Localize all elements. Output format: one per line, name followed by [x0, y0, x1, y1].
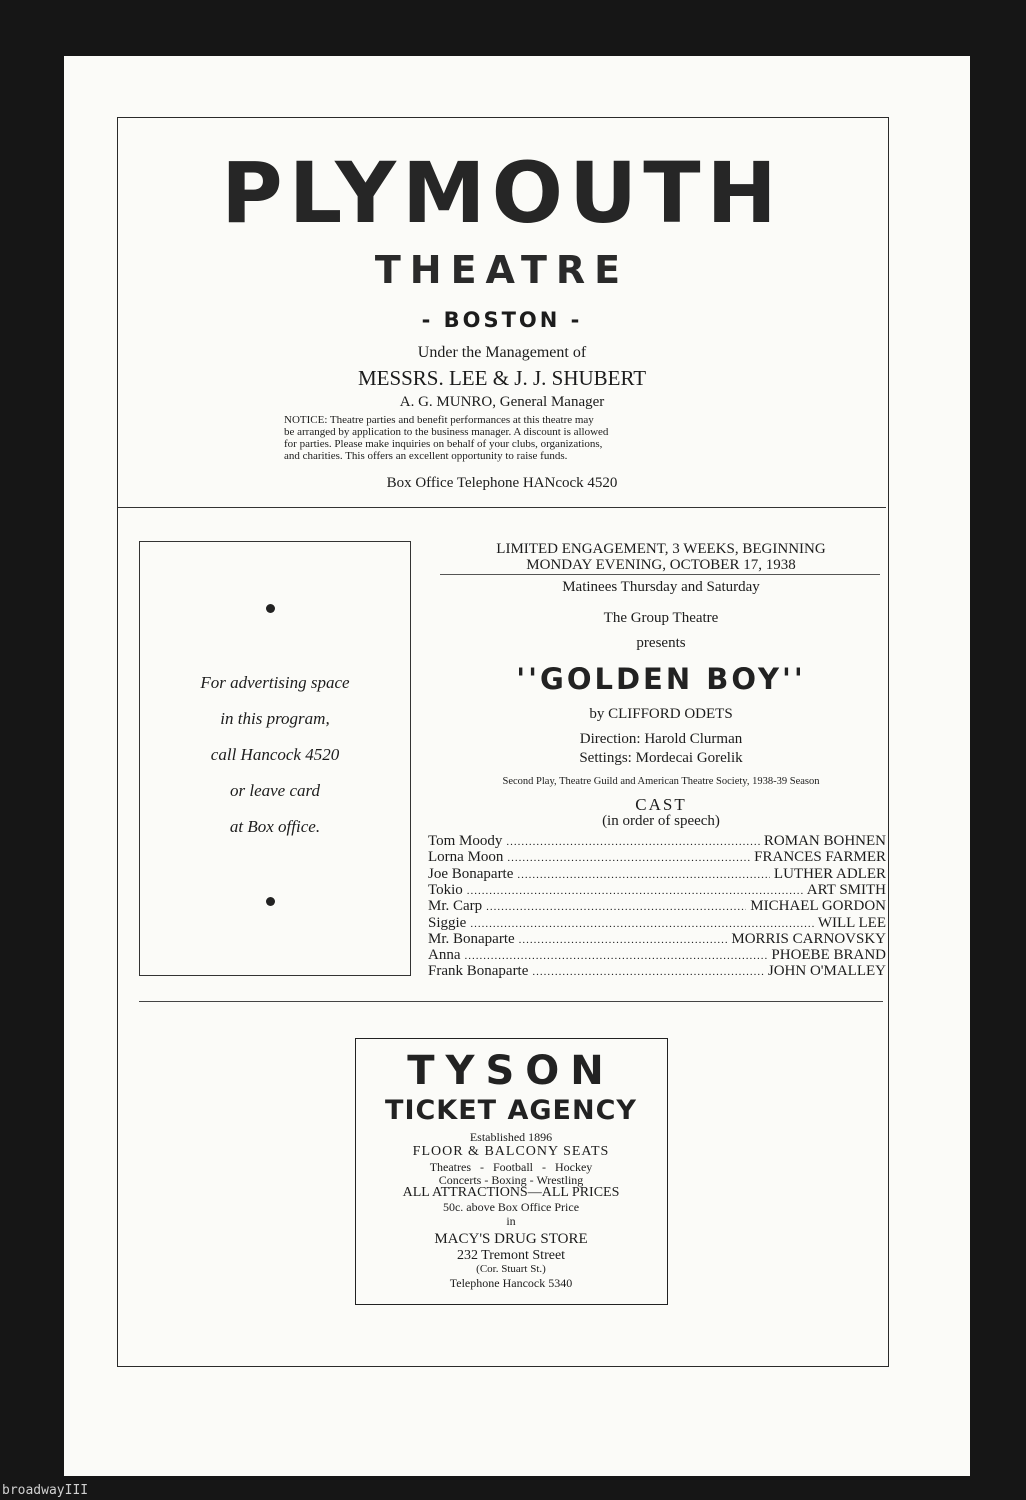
company-name: The Group Theatre [603, 610, 719, 626]
cast-role: Mr. Bonaparte [428, 930, 515, 947]
presents-label: presents [636, 635, 686, 651]
cast-row [428, 882, 886, 898]
ad-dot-bottom [266, 897, 275, 906]
dot-leader [517, 867, 770, 883]
cast-role: Joe Bonaparte [428, 865, 514, 882]
tyson-price: 50c. above Box Office Price [442, 1200, 580, 1214]
play-direction: Direction: Harold Clurman [579, 731, 743, 747]
tyson-subtitle: TICKET AGENCY [385, 1095, 637, 1126]
tyson-address: 232 Tremont Street [456, 1248, 566, 1263]
cast-role: Lorna Moon [428, 849, 504, 866]
season-note: Second Play, Theatre Guild and American Theatre Society, 1938-39 Season [502, 776, 820, 787]
watermark-text: broadwayIII [2, 1483, 89, 1498]
cast-actor: LUTHER ADLER [773, 865, 886, 882]
dot-leader [506, 834, 760, 850]
header-divider [118, 507, 886, 508]
tyson-established: Established 1896 [469, 1130, 553, 1144]
tyson-attractions: ALL ATTRACTIONS—ALL PRICES [402, 1185, 620, 1200]
dot-leader [465, 948, 768, 964]
cast-role: Tom Moody [428, 833, 503, 849]
advertising-text [140, 665, 410, 845]
cast-row [428, 947, 886, 963]
cast-actor: ART SMITH [806, 881, 886, 898]
ad-line: at Box office. [229, 817, 321, 836]
cast-row [428, 849, 886, 865]
ad-dot-top [266, 604, 275, 613]
ad-line: in this program, [220, 709, 330, 728]
dot-leader [507, 850, 750, 866]
theatre-subtitle: THEATRE [374, 248, 630, 292]
tyson-store: MACY'S DRUG STORE [434, 1231, 588, 1247]
ad-line: For advertising space [200, 673, 350, 692]
cast-subheading: (in order of speech) [602, 813, 720, 829]
dot-leader [486, 899, 746, 915]
cast-actor: FRANCES FARMER [754, 849, 886, 866]
cast-row [428, 866, 886, 882]
box-office-phone: Box Office Telephone HANcock 4520 [386, 475, 618, 491]
tyson-seats: FLOOR & BALCONY SEATS [412, 1144, 610, 1159]
cast-row [428, 915, 886, 931]
dot-leader [470, 916, 813, 932]
cast-actor: PHOEBE BRAND [771, 947, 886, 964]
play-settings: Settings: Mordecai Gorelik [579, 750, 743, 766]
play-author: by CLIFFORD ODETS [589, 706, 733, 722]
dot-leader [532, 964, 763, 980]
cast-role: Tokio [428, 881, 463, 898]
notice-line: NOTICE: Theatre parties and benefit performances at this theatre may [284, 414, 594, 426]
cast-actor: WILL LEE [817, 914, 886, 931]
cast-role: Anna [428, 947, 461, 964]
cast-heading: CAST [635, 795, 687, 814]
cast-role: Frank Bonaparte [428, 963, 529, 980]
cast-actor: MORRIS CARNOVSKY [731, 930, 886, 947]
matinees-label: Matinees Thursday and Saturday [562, 579, 760, 595]
theatre-title: PLYMOUTH [221, 144, 783, 242]
general-manager: A. G. MUNRO, General Manager [399, 394, 605, 410]
cast-row [428, 833, 886, 849]
cast-actor: JOHN O'MALLEY [767, 963, 886, 980]
engagement-line-2: MONDAY EVENING, OCTOBER 17, 1938 [526, 557, 796, 573]
ad-line: call Hancock 4520 [210, 745, 340, 764]
tyson-corner: (Cor. Stuart St.) [476, 1263, 546, 1275]
cast-row [428, 931, 886, 947]
tyson-phone: Telephone Hancock 5340 [449, 1276, 573, 1290]
notice-line: for parties. Please make inquiries on behalf of your clubs, organizations, [284, 438, 603, 450]
play-title: ''GOLDEN BOY'' [516, 662, 806, 696]
tyson-name: TYSON [407, 1048, 615, 1094]
cast-actor: MICHAEL GORDON [750, 898, 886, 915]
engagement-rule [440, 574, 880, 575]
notice-text [284, 414, 744, 462]
cast-role: Mr. Carp [428, 898, 483, 915]
tyson-events-2: Concerts - Boxing - Wrestling [438, 1173, 584, 1187]
tyson-events-1: Theatres - Football - Hockey [429, 1160, 593, 1174]
cast-actor: ROMAN BOHNEN [763, 833, 886, 849]
management-label: Under the Management of [417, 344, 587, 361]
ad-line: or leave card [229, 781, 320, 800]
city-label: - BOSTON - [421, 308, 583, 332]
bottom-divider [139, 1001, 883, 1002]
dot-leader [519, 932, 728, 948]
cast-row [428, 963, 886, 979]
notice-line: be arranged by application to the business manager. A discount is allowed [284, 426, 609, 438]
managers-name: MESSRS. LEE & J. J. SHUBERT [357, 366, 647, 390]
tyson-in: in [506, 1214, 516, 1228]
cast-row [428, 898, 886, 914]
notice-line: and charities. This offers an excellent opportunity to raise funds. [284, 450, 568, 462]
dot-leader [467, 883, 803, 899]
cast-role: Siggie [428, 914, 467, 931]
engagement-line-1: LIMITED ENGAGEMENT, 3 WEEKS, BEGINNING [496, 541, 826, 557]
